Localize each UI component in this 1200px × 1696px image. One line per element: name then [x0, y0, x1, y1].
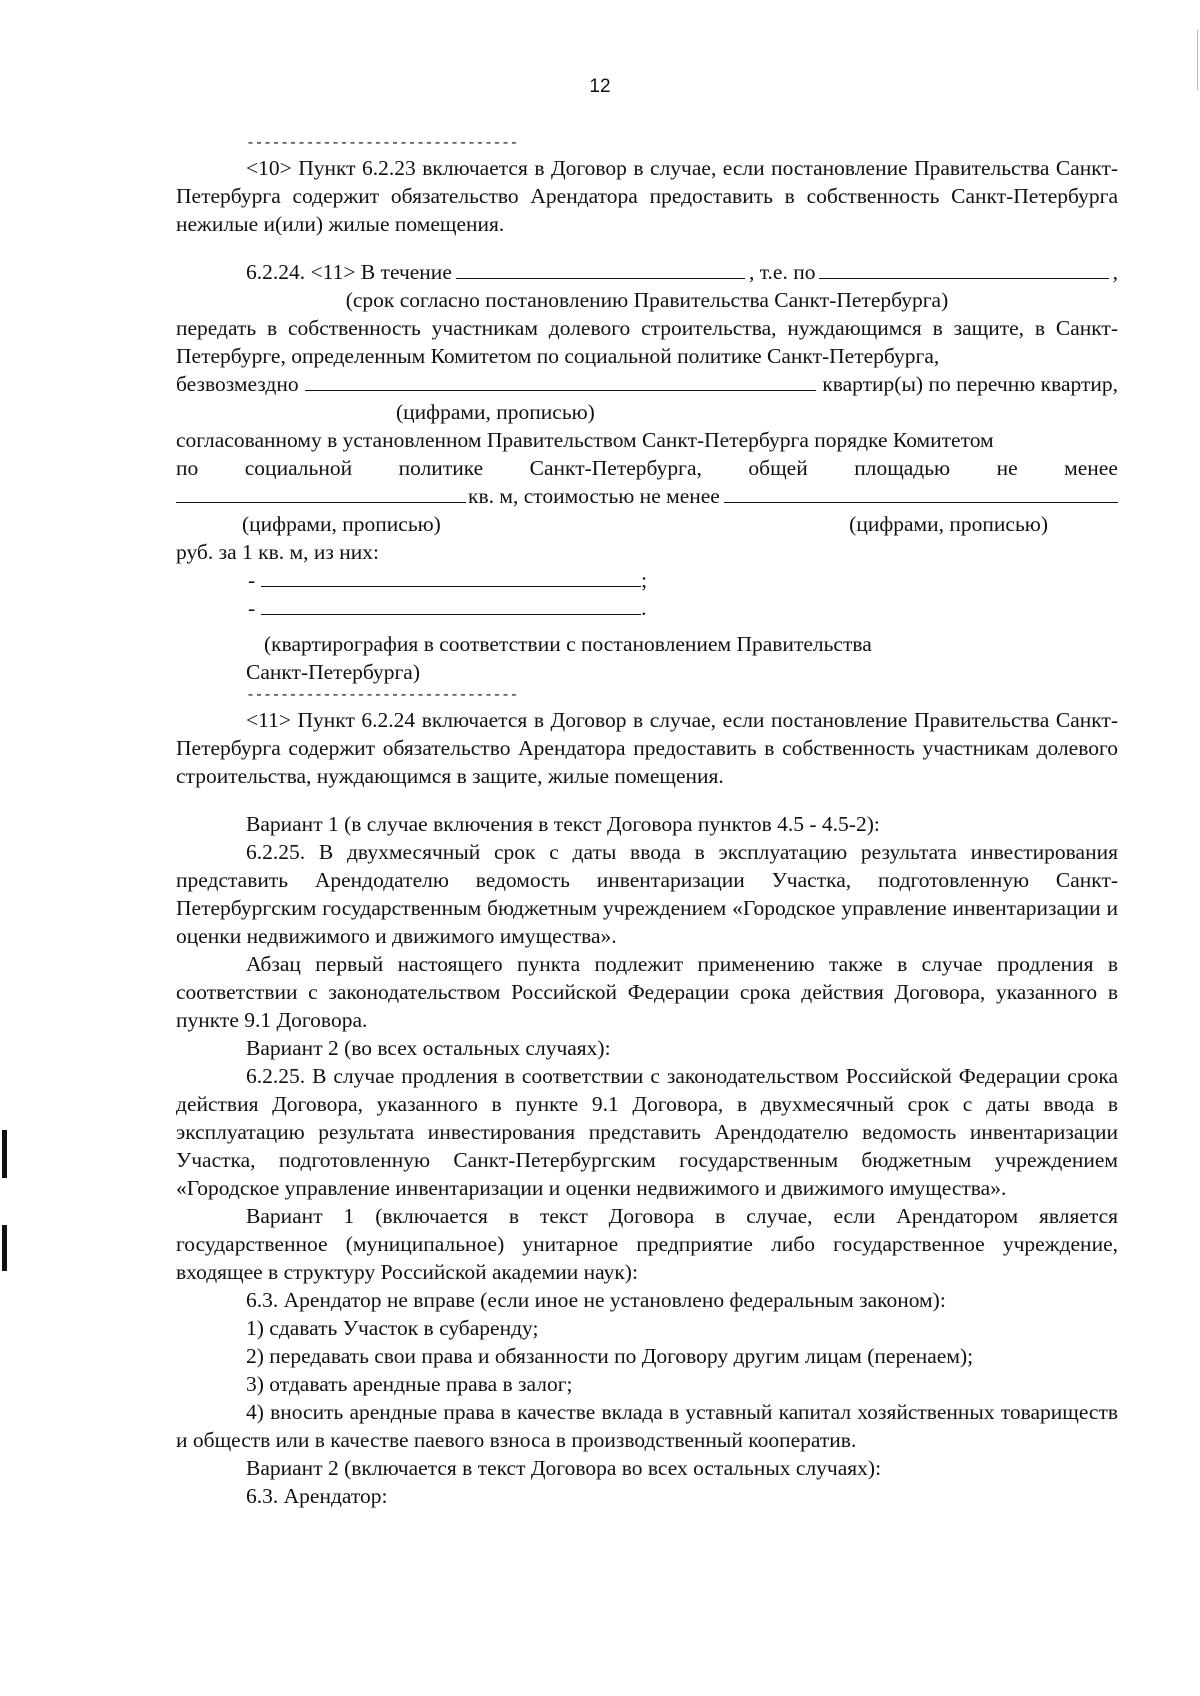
list-item: 4) вносить арендные права в качестве вклада в уставный капитал хозяйственных товариществ и обществ или в качестве паевого взноса в производственный кооператив.	[176, 1400, 1118, 1452]
variant-2-heading: Вариант 2 (во всех остальных случаях):	[246, 1036, 611, 1060]
list-item: 1) сдавать Участок в субаренду;	[246, 1316, 539, 1340]
clause-6-2-24-text: передать в собственность участникам долевого строительства, нуждающимся в защите, в Санкт-Петербурге, определенным Комитетом по социальной политике Санкт-Петербурга,	[176, 316, 1118, 368]
variant-1-heading-6-3: Вариант 1 (включается в текст Договора в случае, если Арендатором является государственное (муниципальное) унитарное предприятие либо государственное учреждение, входящее в структуру Российской академии наук):	[176, 1204, 1118, 1284]
flats-count-blank-field	[305, 370, 817, 391]
clause-6-2-24-text-2: согласованному в установленном Правительством Санкт-Петербурга порядке Комитетом	[176, 428, 994, 452]
footnote-10: <10> Пункт 6.2.23 включается в Договор в случае, если постановление Правительства Санкт-Петербурга содержит обязательство Арендатора предоставить в собственность Санкт-Петербурга нежилые и(или) жилые помещения.	[176, 156, 1118, 236]
term-hint: (срок согласно постановлению Правительства Санкт-Петербурга)	[345, 288, 949, 312]
cost-blank-field	[724, 482, 1118, 503]
clause-6-2-24-first-line: 6.2.24. <11> В течение , т.е. по ,	[246, 260, 1118, 284]
flat-type-line-2: - .	[248, 596, 647, 620]
clause-6-3-v1: 6.3. Арендатор не вправе (если иное не установлено федеральным законом):	[246, 1288, 946, 1312]
clause-6-2-24-lead: 6.2.24. <11> В течение	[246, 260, 452, 284]
clause-6-2-25-v1: 6.2.25. В двухмесячный срок с даты ввода в эксплуатацию результата инвестирования представить Арендодателю ведомость инвентаризации Участка, подготовленную Санкт-Петербургским государственным бюджетным учреждением «Городское управление инвентаризации и оценки недвижимого и движимого имущества».	[176, 840, 1118, 948]
area-hints: (цифрами, прописью) (цифрами, прописью)	[242, 512, 1048, 536]
footnote-11: <11> Пункт 6.2.24 включается в Договор в случае, если постановление Правительства Санкт-Петербурга содержит обязательство Арендатора предоставить в собственность участникам долевого строительства, нуждающимся в защите, жилые помещения.	[176, 708, 1118, 788]
flats-line: безвозмездно квартир(ы) по перечню квартир,	[176, 372, 1118, 396]
document-body	[176, 134, 1118, 1510]
price-line: руб. за 1 кв. м, из них:	[176, 540, 379, 564]
clause-6-2-25-v1-para2: Абзац первый настоящего пункта подлежит применению также в случае продления в соответствии с законодательством Российской Федерации срока действия Договора, указанного в пункте 9.1 Договора.	[176, 952, 1118, 1032]
flat-type-line-1: - ;	[248, 568, 648, 592]
term-blank-field	[456, 258, 745, 279]
scan-edge-mark	[2, 1225, 7, 1271]
flats-hint: (цифрами, прописью)	[396, 400, 595, 424]
list-item: 3) отдавать арендные права в залог;	[246, 1372, 573, 1396]
area-line: кв. м, стоимостью не менее	[176, 482, 1118, 510]
footnote-separator: --------------------------------	[246, 135, 519, 152]
clause-6-2-24-mid: , т.е. по	[749, 260, 816, 284]
clause-6-2-24-text-3: по социальной политике Санкт-Петербурга, общей площадью не менее	[176, 456, 1118, 480]
clause-6-2-25-v2: 6.2.25. В случае продления в соответствии с законодательством Российской Федерации срока действия Договора, указанного в пункте 9.1 Договора, в двухмесячный срок с даты ввода в эксплуатацию результата инвестирования представить Арендодателю ведомость инвентаризации Участка, подготовленную Санкт-Петербургским государственным бюджетным учреждением «Городское управление инвентаризации и оценки недвижимого и движимого имущества».	[176, 1064, 1118, 1200]
flat-type-blank-field-2	[261, 594, 641, 615]
apartment-mix-hint-2: Санкт-Петербурга)	[246, 660, 421, 684]
area-blank-field	[176, 482, 466, 503]
variant-2-heading-6-3: Вариант 2 (включается в текст Договора во всех остальных случаях):	[246, 1456, 882, 1480]
clause-6-3-v2: 6.3. Арендатор:	[246, 1484, 388, 1508]
variant-1-heading: Вариант 1 (в случае включения в текст Договора пунктов 4.5 - 4.5-2):	[246, 812, 880, 836]
page-number: 12	[589, 76, 611, 97]
flat-type-blank-field-1	[261, 566, 641, 587]
scan-edge-mark	[2, 1130, 7, 1178]
footnote-separator-2: --------------------------------	[246, 687, 519, 704]
list-item: 2) передавать свои права и обязанности по Договору другим лицам (перенаем);	[246, 1344, 974, 1368]
apartment-mix-hint: (квартирография в соответствии с постановлением Правительства	[264, 632, 872, 656]
scan-edge-mark	[1197, 30, 1198, 90]
date-blank-field	[819, 258, 1108, 279]
